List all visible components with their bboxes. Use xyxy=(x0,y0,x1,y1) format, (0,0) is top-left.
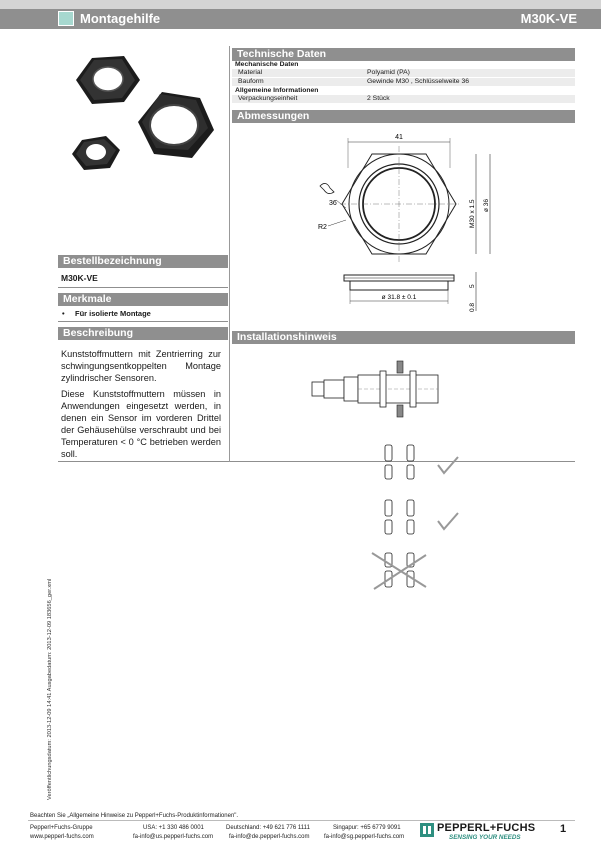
publication-info: Veröffentlichungsdatum: 2013-12-09 14:41 Ausgabedatum: 2013-12-09 183656_ger.xml xyxy=(47,578,53,800)
footer-company: Pepperl+Fuchs-Gruppe xyxy=(30,825,93,831)
row-value: Gewinde M30 , Schlüsselweite 36 xyxy=(364,78,575,87)
dim-width-label: 41 xyxy=(395,134,403,141)
top-strip xyxy=(0,0,601,9)
cross-icon xyxy=(372,553,426,589)
inner-diameter-label: ø 31.8 ± 0.1 xyxy=(381,294,417,301)
installation-drawing xyxy=(310,355,480,595)
dimensions-heading: Abmessungen xyxy=(232,110,575,123)
divider xyxy=(58,287,228,288)
nut-top xyxy=(76,56,140,104)
row-value: 2 Stück xyxy=(364,95,575,104)
row-value: Polyamid (PA) xyxy=(364,69,575,78)
nut-pair-correct-2 xyxy=(385,500,414,534)
wrench-icon xyxy=(320,183,334,193)
page-number: 1 xyxy=(560,823,567,835)
tech-data-heading: Technische Daten xyxy=(232,48,575,61)
divider xyxy=(58,321,228,322)
category-general: Allgemeine Informationen xyxy=(235,87,319,94)
order-code: M30K-VE xyxy=(61,273,98,283)
order-heading: Bestellbezeichnung xyxy=(58,255,228,268)
column-divider xyxy=(229,46,230,462)
check-icon xyxy=(438,457,458,473)
product-photo xyxy=(62,50,227,180)
footer-divider xyxy=(28,820,575,821)
brand-name: PEPPERL+FUCHS xyxy=(437,822,536,834)
wrench-size-label: 36 xyxy=(329,200,337,207)
category-mechanical: Mechanische Daten xyxy=(235,61,299,68)
table-row xyxy=(232,95,575,104)
features-heading: Merkmale xyxy=(58,293,228,306)
description-paragraph-2: Diese Kunststoffmuttern müssen in Anwendungen eingesetzt werden, in denen ein Sensor im vorderen Drittel der Gehäusehülse verschraubt und bei Temperaturen < 0 °C betrieben werden soll. xyxy=(61,389,221,459)
header-square-icon xyxy=(58,11,74,26)
height-label: 5 xyxy=(469,284,476,288)
feature-item: Für isolierte Montage xyxy=(75,309,151,318)
footer-note: Beachten Sie „Allgemeine Hinweise zu Pepperl+Fuchs-Produktinformationen". xyxy=(30,813,239,819)
radius-label: R2 xyxy=(318,224,327,231)
description-paragraph-1: Kunststoffmuttern mit Zentrierring zur schwingungsentkoppelten Montage zylindrischer Sensoren. xyxy=(61,349,221,383)
flange-label: 0.8 xyxy=(469,302,476,312)
row-label: Bauform xyxy=(232,78,364,87)
installation-heading: Installationshinweis xyxy=(232,331,575,344)
table-row xyxy=(232,69,575,78)
footer-de-mail[interactable]: fa-info@de.pepperl-fuchs.com xyxy=(229,834,310,840)
brand-slogan: SENSING YOUR NEEDS xyxy=(449,834,521,841)
nut-small xyxy=(72,136,120,170)
footer-de-phone: Deutschland: +49 621 776 1111 xyxy=(226,825,310,831)
dimension-drawing xyxy=(300,128,500,313)
row-label: Verpackungseinheit xyxy=(232,95,364,104)
product-code: M30K-VE xyxy=(520,11,577,26)
nut-pair-correct-1 xyxy=(385,445,414,479)
footer-sg-phone: Singapur: +65 6779 9091 xyxy=(333,825,401,831)
feature-bullet: • xyxy=(62,309,65,318)
description-heading: Beschreibung xyxy=(58,327,228,340)
row-label: Material xyxy=(232,69,364,78)
thread-label: M30 x 1.5 xyxy=(469,199,476,228)
footer-sg-mail[interactable]: fa-info@sg.pepperl-fuchs.com xyxy=(324,834,405,840)
page-header xyxy=(0,9,601,29)
outer-diameter-label: ø 36 xyxy=(483,198,490,212)
nut-large xyxy=(138,92,214,158)
description-text xyxy=(61,348,221,464)
footer-usa-phone: USA: +1 330 486 0001 xyxy=(143,825,204,831)
page-title: Montagehilfe xyxy=(80,11,161,26)
brand-logo-icon xyxy=(420,823,434,837)
sensor-illustration xyxy=(312,361,438,417)
table-row xyxy=(232,78,575,87)
footer-web[interactable]: www.pepperl-fuchs.com xyxy=(30,834,94,840)
footer-usa-mail[interactable]: fa-info@us.pepperl-fuchs.com xyxy=(133,834,214,840)
check-icon xyxy=(438,513,458,529)
tech-data-table xyxy=(232,61,575,104)
